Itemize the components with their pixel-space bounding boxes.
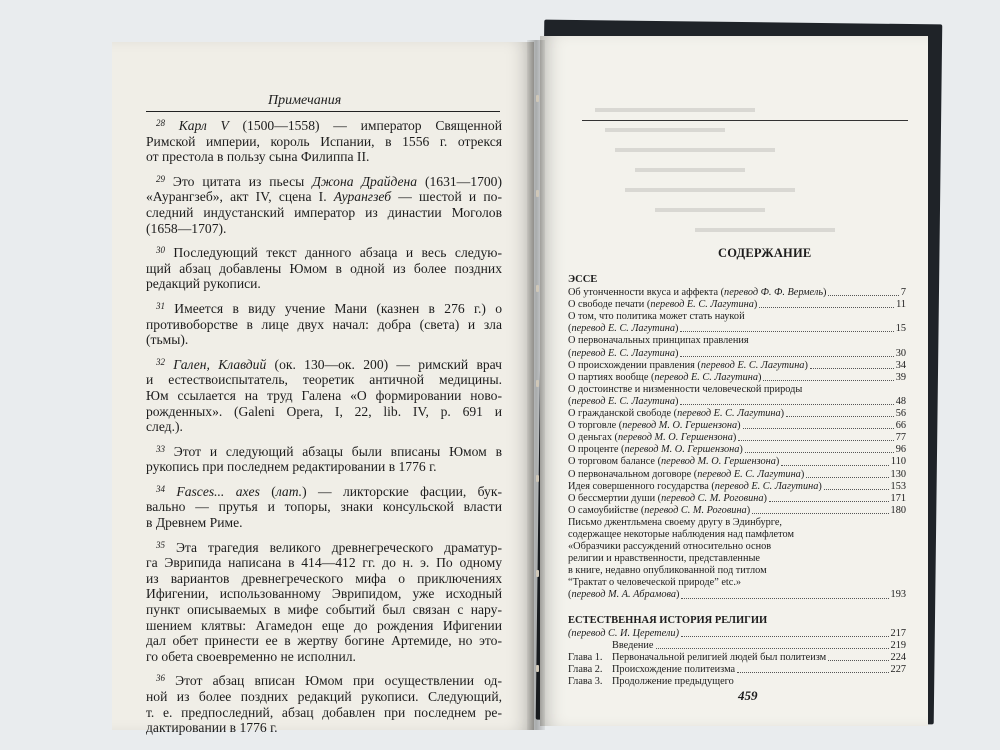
endnote-line: дал обет принести ее в жертву богине Артемиде, но это- — [146, 633, 502, 649]
endnotes — [146, 118, 502, 745]
toc-entry-page: 193 — [890, 589, 906, 601]
endnote-line: (тьмы). — [146, 332, 189, 348]
binding-stitch — [536, 190, 539, 197]
endnote-33 — [146, 444, 502, 475]
toc-entry-page: 130 — [890, 468, 906, 480]
toc-entry-title: О самоубийстве (перевод С. М. Роговина) — [568, 504, 751, 516]
toc-entry-line: религии и нравственности, представленные — [568, 553, 760, 565]
toc-entry — [568, 420, 906, 432]
toc-entry-line: О первоначальных принципах правления — [568, 335, 749, 347]
toc-entry — [568, 408, 906, 420]
endnote-line: Ифигении, использованному Эврипидом, уже исходный — [146, 586, 502, 602]
toc-entry-page: 15 — [895, 323, 906, 335]
endnote-line: Юм ссылается на труд Галена «О формировании ново- — [146, 387, 502, 403]
toc-entry-line: О том, что политика может стать наукой — [568, 311, 745, 323]
binding-stitch — [536, 380, 539, 387]
endnote-line: $^{28}$ Карл V (1500—1558) — император Священной — [156, 118, 502, 133]
toc-entry — [568, 348, 906, 360]
endnote-line: т. е. предпоследний, абзац добавлен при последнем ре- — [146, 704, 502, 720]
toc-entry-title: (перевод Е. С. Лагутина) — [568, 347, 679, 359]
toc-chapter: Глава 2. Происхождение политеизма 227 — [568, 663, 906, 675]
endnote-line: $^{36}$ Этот абзац вписан Юмом при осуществлении од- — [156, 673, 502, 689]
toc-entry-line: Письмо джентльмена своему другу в Эдинбурге, — [568, 516, 782, 528]
toc-entry — [568, 589, 906, 601]
toc-entry — [568, 628, 906, 640]
toc-entry-title: О проценте (перевод М. О. Гершензона) — [568, 444, 743, 456]
endnote-line: из вариантов древнегреческого мифа о приключениях — [146, 570, 502, 586]
toc-entry-page: 11 — [896, 299, 906, 311]
table-of-contents — [568, 274, 906, 688]
toc-entry — [568, 396, 906, 408]
toc-entry — [568, 481, 906, 493]
toc-entry — [568, 493, 906, 505]
toc-entry-page: 77 — [895, 432, 906, 444]
endnote-line: $^{34}$ Fasces... axes (лат.) — ликторские фасции, бук- — [156, 483, 502, 499]
toc-entry-title: О первоначальном договоре (перевод Е. С. Лагутина) — [568, 468, 805, 480]
endnote-35 — [146, 540, 502, 665]
toc-chapter: Глава 3. Продолжение предыдущего — [568, 676, 734, 687]
toc-entry-title: О торговле (перевод М. О. Гершензона) — [568, 420, 741, 432]
header-rule — [582, 120, 908, 121]
toc-title: СОДЕРЖАНИЕ — [718, 246, 812, 260]
toc-entry-title: Идея совершенного государства (перевод Е. С. Лагутина) — [568, 480, 822, 492]
toc-entry — [568, 372, 906, 384]
toc-entry-page: 66 — [895, 420, 906, 432]
endnote-31 — [146, 301, 502, 348]
endnote-line: редакций рукописи. — [146, 276, 261, 292]
header-rule — [146, 111, 500, 112]
toc-entry — [568, 360, 906, 372]
toc-entry-title: О торговом балансе (перевод М. О. Гершензона) — [568, 456, 780, 468]
toc-entry-title: (перевод Е. С. Лагутина) — [568, 323, 679, 335]
toc-entry — [568, 287, 906, 299]
bleed-through-texture — [575, 60, 915, 260]
toc-entry-title: (перевод М. А. Абрамова) — [568, 589, 680, 601]
endnote-29 — [146, 174, 502, 236]
toc-entry-page: 217 — [890, 627, 906, 639]
endnote-line: рожденных». (Galeni Opera, I, 22, lib. IV, p. 691 и — [146, 403, 502, 419]
endnote-line: рукопись при последнем редактировании в 1776 г. — [146, 459, 437, 475]
toc-entry — [568, 432, 906, 444]
endnote-line: противоборстве в лице двух начал: добра (света) и зла — [146, 316, 502, 332]
endnote-36 — [146, 673, 502, 735]
endnote-28 — [146, 118, 502, 165]
toc-entry-line: в книге, недавно опубликованной под титлом — [568, 565, 767, 577]
binding-stitch — [536, 665, 539, 672]
toc-entry-line: О достоинстве и низменности человеческой природы — [568, 383, 803, 395]
toc-entry-page: 39 — [895, 371, 906, 383]
binding-stitch — [536, 475, 539, 482]
endnote-line: го обета своевременно не исполнил. — [146, 648, 356, 664]
endnote-line: следний индустанский император из династии Моголов — [146, 204, 502, 220]
endnote-line: га Эврипида написана в 414—412 гг. до н. э. По одному — [146, 555, 502, 571]
toc-chapter: Введение 219 — [612, 639, 906, 651]
toc-entry-page: 171 — [890, 492, 906, 504]
toc-entry-page: 96 — [895, 444, 906, 456]
endnote-line: и естествоиспытатель, теоретик античной медицины. — [146, 372, 502, 388]
toc-entry-title: (перевод Е. С. Лагутина) — [568, 395, 679, 407]
toc-entry-title: О происхождении правления (перевод Е. С. Лагутина) — [568, 359, 808, 371]
toc-entry-title: О бессмертии души (перевод С. М. Роговина) — [568, 492, 767, 504]
toc-entry-page: 30 — [895, 347, 906, 359]
binding-stitch — [536, 570, 539, 577]
toc-entry-line: «Образчики рассуждений относительно основ — [568, 541, 772, 553]
toc-entry-title: О деньгах (перевод М. О. Гершензона) — [568, 432, 737, 444]
page-number: 459 — [738, 688, 758, 703]
toc-entry-page: 34 — [895, 359, 906, 371]
endnote-30 — [146, 245, 502, 292]
endnote-line: ной из более поздних редакций рукописи. Следующий, — [146, 689, 502, 704]
toc-entry — [568, 469, 906, 481]
toc-entry-title: (перевод С. И. Церетели) — [568, 627, 680, 639]
toc-entry-page: 48 — [895, 395, 906, 407]
toc-entry-line: содержащее некоторые наблюдения над памфлетом — [568, 528, 794, 540]
toc-entry — [568, 505, 906, 517]
endnote-line: $^{35}$ Эта трагедия великого древнегреческого драматур- — [156, 539, 502, 555]
toc-entry-title: О партиях вообще (перевод Е. С. Лагутина) — [568, 371, 762, 383]
endnote-line: шением клятвы: Агамедон еще до рождения Ифигении — [146, 617, 502, 633]
endnote-line: $^{29}$ Это цитата из пьесы Джона Драйдена (1631—1700) — [156, 173, 502, 189]
endnote-line: в Древнем Риме. — [146, 515, 243, 531]
endnote-line: дактировании в 1776 г. — [146, 720, 278, 736]
toc-entry-page: 180 — [890, 504, 906, 516]
endnote-line: $^{30}$ Последующий текст данного абзаца и весь следую- — [156, 245, 502, 261]
binding-stitch — [536, 285, 539, 292]
toc-entry-title: О свободе печати (перевод Е. С. Лагутина) — [568, 299, 758, 311]
endnote-line: Римской империи, король Испании, в 1556 г. отрекся — [146, 133, 502, 149]
endnote-line: $^{31}$ Имеется в виду учение Мани (казнен в 276 г.) о — [156, 300, 502, 316]
toc-entry-line: “Трактат о человеческой природе” etc.» — [568, 577, 742, 589]
toc-entry-title: О гражданской свободе (перевод Е. С. Лагутина) — [568, 408, 785, 420]
endnote-line: след.). — [146, 419, 183, 435]
toc-section-title: ЭССЕ — [568, 274, 598, 285]
endnote-line: щий абзац добавлены Юмом в одной из более поздних — [146, 260, 502, 276]
toc-entry-page: 110 — [890, 456, 906, 468]
toc-chapter: Глава 1. Первоначальной религией людей был политеизм 224 — [568, 651, 906, 663]
toc-entry — [568, 456, 906, 468]
toc-entry — [568, 323, 906, 335]
binding-stitch — [536, 95, 539, 102]
endnote-line: «Аурангзеб», акт IV, сцена I. Аурангзеб — шестой и по- — [146, 189, 502, 205]
endnote-line: $^{33}$ Этот и следующий абзацы были вписаны Юмом в — [156, 443, 502, 459]
toc-section-title: ЕСТЕСТВЕННАЯ ИСТОРИЯ РЕЛИГИИ — [568, 614, 768, 626]
endnote-line: $^{32}$ Гален, Клавдий (ок. 130—ок. 200) — римский врач — [156, 356, 502, 372]
toc-entry — [568, 444, 906, 456]
toc-entry-title: Об утонченности вкуса и аффекта (перевод Ф. Ф. Вермель) — [568, 287, 827, 299]
toc-entry-page: 153 — [890, 480, 906, 492]
endnote-line: вально — прутья и топоры, знаки консульской власти — [146, 499, 502, 515]
endnote-line: пункт описываемых в мифе событий был связан с нару- — [146, 602, 502, 618]
endnote-line: от престола в пользу сына Филиппа II. — [146, 149, 370, 165]
toc-entry-page: 7 — [900, 287, 906, 299]
toc-entry — [568, 299, 906, 311]
endnote-34 — [146, 484, 502, 531]
running-head: Примечания — [268, 93, 342, 108]
toc-entry-page: 56 — [895, 408, 906, 420]
endnote-line: (1658—1707). — [146, 220, 227, 236]
endnote-32 — [146, 357, 502, 435]
